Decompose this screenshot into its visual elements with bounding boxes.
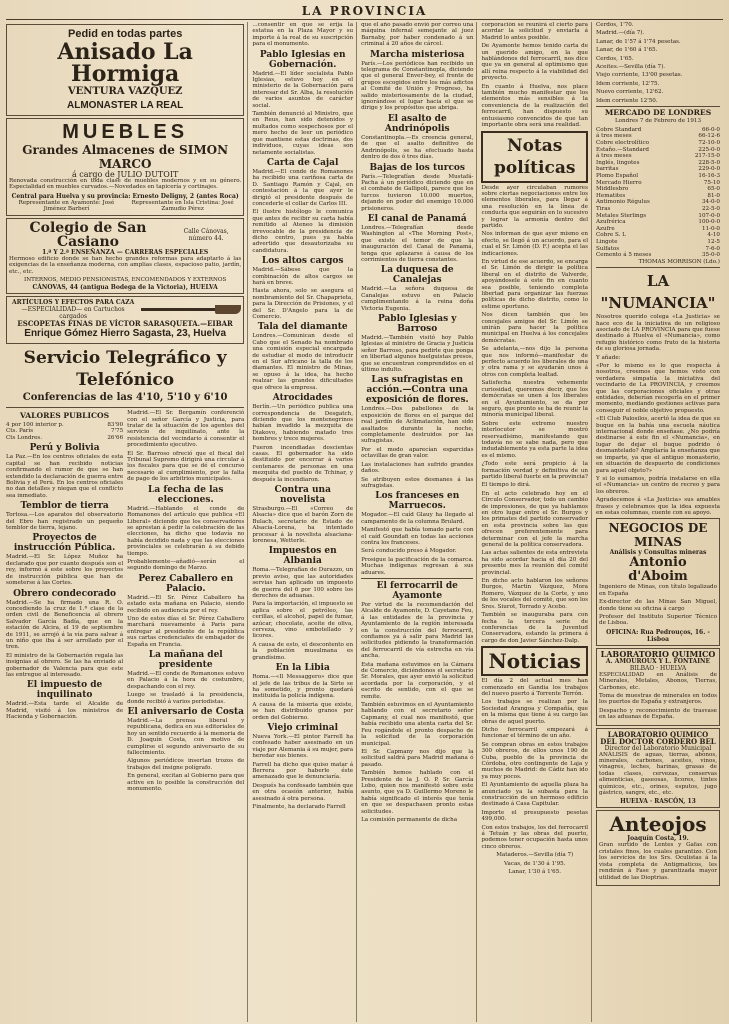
ad-colegio	[6, 218, 244, 294]
heading-ferrocarril: El ferrocarril de Ayamonte	[376, 580, 458, 601]
article-obrero-2: El ministro de la Gobernación regala las insignias al obrero. Se las ha enviado al gobernador de Valencia para que este las entregue al interesado.	[6, 652, 124, 678]
heading-temblor: Temblor de tierra	[20, 501, 109, 512]
mercado-item: Cemento á 5 meses	[596, 252, 652, 259]
ad-muebles-rep1: Representante en Ayamonte: José Jiménez Barberí	[18, 199, 115, 213]
ad-cordero	[596, 728, 720, 809]
price-line: Lanar, de 1'60 á 1'65.	[596, 47, 658, 54]
valores-row: Cts Londres. 26'66	[6, 434, 124, 441]
ad-aboim-name: Antonio d'Aboim	[628, 555, 688, 585]
mercado-item: Mercado Hierro	[596, 179, 642, 186]
heading-iglesias: Pablo Iglesias en Gobernación.	[259, 49, 346, 70]
article-notas-3: En virtud de ese acuerdo, se encarga el Sr. Limón de dirigir la política liberal en el distrito de Valverde, apoyándosele á este fin en cuanto sea posible, teniendo completa libertad para organizar las fuerzas políticas de dicho distrito, como lo estime oportuno.	[481, 258, 588, 310]
article-numancia-6: Agradecemos á «La Justicia» sus amables frases y celebramos que la idea expuesta en estas columnas, cuente con su apoyo.	[596, 497, 720, 516]
price-line: Idem corriente 12'50.	[596, 97, 658, 104]
ad-anisado	[6, 24, 244, 116]
mercado-item: á tres meses	[596, 153, 632, 160]
mataderos-line-2: Lanar, 1'30 á 1'65.	[508, 869, 562, 876]
mercado-item: barritas	[596, 166, 619, 173]
mercado-date: Londres 7 de Febrero de 1913	[614, 118, 702, 125]
price-line: Cerdos, 1'70.	[596, 22, 634, 28]
heading-viejo: Viejo criminal	[267, 722, 339, 733]
price-line: Madrid.—(día 7).	[596, 30, 645, 37]
article-notas-11: Las actas salientes de esta entrevista ha sido acordar hacia el día 20 del presente mes la reunión del comité provincial.	[481, 550, 588, 576]
ad-aboim-office: OFICINA: Rua Pedrouços, 16. - Lisboa	[606, 628, 710, 643]
column-2	[252, 22, 357, 1022]
ad-lab-text: ESPECIALIDAD en Análisis de Minerales, Metales, Abonos, Tierras, Carbones, etc.	[599, 671, 717, 691]
heading-pablo: Pablo Iglesias y Barroso	[377, 314, 457, 334]
article-numancia-5: Y si lo sumamos, podría instalarse en ella el «Numancia» un centro de recreo y para los obreros.	[596, 475, 720, 495]
article-notas-7: Sobre este extremo nuestro interlocutor se mostró reservadísimo, manifestando que todavía no se sabe nada, pero que indudablemente ya esta parte la idea es el mismo.	[481, 420, 588, 459]
mercado-table	[596, 127, 720, 259]
article-iglesias-2: También denunció al Ministro, que en Reus, han sido detenidos y multados como sospechosos por el mero hecho de leer un periódico que mantiene estas doctrinas, dos individuos, cuyas ideas son netamente socialistas.	[252, 111, 354, 156]
valores-heading: VALORES PUBLICOS	[19, 411, 110, 421]
mataderos-line: Vacas, de 1'30 á 1'95.	[503, 860, 566, 867]
heading-tala: Tala del diamante	[257, 322, 348, 333]
article-peru: La Paz.—En los centros oficiales de esta capital se han recibido noticias confirmando el rumor de que se han extendido la declaración de guerra entre Bolivia y el Perú. En los centros oficiales no dan detalles y niegan que el conflicto sea inmediato.	[6, 454, 124, 499]
mercado-price: 72-10-0	[698, 140, 720, 147]
mercado-price: 4-10	[707, 232, 720, 239]
price-line: Viejo corriente, 13'00 pesetas.	[596, 72, 683, 79]
heading-libia: En la Libia	[275, 663, 330, 674]
mercado-row	[596, 173, 720, 180]
mercado-item: Cobre Standard	[596, 126, 642, 133]
mercado-row	[596, 219, 720, 226]
mercado-item: Tiras	[596, 206, 611, 212]
article-obrero: Madrid.—Se ha firmado una R. O. concediendo la cruz de 1.ª clase de la orden civil de Beneficencia al obrero Salvador García Badía, que en la estación de Alcira, el 19 de septiembre de 1911, se arrojó á la vía para salvar á un niño que iba á ser arrollado por el tren.	[6, 599, 124, 651]
mercado-row	[596, 199, 720, 206]
mercado-item: Cobre electrolítico	[596, 140, 649, 147]
article-proyectos: Madrid.—El Sr. López Muñoz ha declarado que por cuanto después son el rey, informó á este sobre los proyectos de instrucción pública que han de someterse á las Cortes.	[6, 554, 124, 587]
mercado-item: Middlesbro	[596, 186, 629, 193]
heading-manana: La mañana del presidente	[148, 650, 223, 670]
article-atrocidades: Berlín.—Un periódico publica una correspondencia de Desgatch, diciendo que los montenegrinos habían invadido la mezquita de Diakovo, habiendo matado tres hombres y trece mujeres.	[252, 404, 354, 443]
mercado-row	[596, 140, 720, 147]
article-noticias: El día 2 del actual mes han comenzado en Gandia los trabajos del nuevo puerto á Torrente Terrón.	[481, 678, 588, 697]
article-sufragistas: Londres.—Dos pabellones de la exposición de flores en el parque del real jardín de Aclimatación, han sido asaltados durante la noche, completamente destruidos por las sufragistas.	[361, 406, 474, 445]
ad-muebles-store: Grandes Almacenes de SIMON MARCO	[22, 143, 229, 171]
article-canal: Londres.—Telegrafían desde Washington al «The Morning Post», que existe el temor de que la inauguración del Canal de Panamá, tenga que aplazarse á causa de los corrimientos de tierra constantes.	[361, 224, 474, 263]
ad-muebles-central: Central para Huelva y su provincia: Ernesto Deligny, 2 (antes Roca)	[11, 192, 239, 200]
ad-negocios-title: NEGOCIOS DE MINAS	[608, 521, 708, 550]
article-notas-6: Satisfecha nuestra vehemente curiosidad, queremos decir, que los demócratas se unen á los liberales en el Ayuntamiento, se da por seguro, que pronto se ha de reunir la minoría municipal liberal.	[481, 380, 588, 419]
article-notas-4: Nos dicen también que les concejales amigos del Sr. Limón se unirán para hacer la política municipal en Huelva á los concejales demócratas.	[481, 312, 588, 344]
mercado-price: 35-0-0	[701, 252, 720, 259]
mercado-row	[596, 232, 720, 239]
mercado-sign: THOMAS MORRISON (Ldo.)	[638, 258, 720, 265]
mercado-item: Azufrérica	[596, 219, 626, 226]
article-cajal-2: El ilustre histólogo le comunica que antes de recibir su carta había remitido al Ateneo la dimisión irrevocable de la presidencia de dicho centro, pues ya había advertido que desautorizaba su candidatura.	[252, 209, 354, 254]
mercado-row	[596, 153, 720, 160]
masthead: LA PROVINCIA	[6, 4, 723, 20]
article-sufragistas-2: Por el modo aparecían esparcidas octavillas de gran valor.	[361, 446, 474, 460]
ad-anisado-top: Pedid en todas partes	[68, 28, 183, 40]
ad-lab-title: LABORATORIO QUIMICO	[600, 648, 716, 659]
ad-muebles-reps	[9, 200, 241, 213]
news-col-a	[6, 410, 123, 794]
mercado-row	[596, 206, 720, 213]
article-notas: Desde ayer circulaban rumores sobre ciertas negociaciones entre los elementos liberales, para llegar á una resolución en la línea de conducta que seguirán en lo sucesivo y lograr la armonía dentro del partido.	[481, 184, 588, 229]
article-notas-2: Nos informan de que ayer mismo en efecto, se llegó á un acuerdo, para el cual el Sr. Limón (D. F.) acepta el las indicaciones.	[481, 231, 588, 257]
heading-atrocidades: Atrocidades	[272, 393, 333, 404]
shotgun-icon	[141, 302, 241, 318]
article-intro: ...consentir en que se erija la estatua en la Plaza Mayor y su importe á la real de su suscripción para el monumento.	[252, 22, 354, 48]
article-ferrocarril-3: También estuvimos en el Ayuntamiento hablando con el secretario señor Capmany, el cual nos manifestó, que había recibido una atenta carta del Sr. Feu rogándole el pronto despacho de la solicitud de la corporación municipal.	[361, 702, 474, 747]
ad-caza-spec: —ESPECIALIDAD— en Cartuchos cargados	[21, 306, 125, 321]
ad-colegio-text: Hermoso edificio donde se han hecho grandes reformas para adaptarlo á las exigencias de la enseñanza moderna, con amplias clases, espacioso patio, jardín, etc., etc.	[9, 256, 242, 275]
ad-aboim-line-3: Profesor del Instituto Superior Técnico de Lisboa.	[599, 613, 717, 627]
article-iglesias: Madrid.—El líder socialista Pablo Iglesias, estuvo hoy en el ministerio de la Gobernación para interesar del Sr. Alba, la resolución de varios asuntos de carácter social.	[252, 70, 354, 109]
heading-altos: Los altos cargos	[261, 256, 344, 267]
ad-negocios-sub: Análisis y Consultas mineras	[609, 549, 707, 557]
article-ferrocarril-5: También hemos hablado con el Presidente de la J. O. P. Sr. García Lobo, quien nos manifestó sobre este asunto, que ya D. Guillermo Moreno le había significado el interés que tenía en que se despachasen pronto estas solicitudes.	[361, 770, 474, 815]
article-albania-2: Para la importación, el impuesto se aplica sobre el petróleo, las cerillas, el alcohol, papel de fumar, azúcar, chocolate, aceite de oliva, cerveza, vino embotellado y licores.	[252, 601, 354, 640]
article-perez: Madrid.—El Sr. Pérez Caballero ha estado esta mañana en Palacio, siendo recibido en audiencia por el rey.	[127, 594, 245, 614]
article-aniversario-3: En general, excitan al Gobierno para que active en lo posible la construcción del monumento.	[127, 773, 245, 793]
price-line: Idem corriente, 12'75.	[596, 80, 660, 87]
ad-muebles-rep2: Representante en Isla Cristina: José Zamudio Pérez	[131, 199, 234, 213]
article-noticias-5: El Ayuntamiento de aquella plaza ha anunciado ya la subasta para la construcción de un hermoso edificio destinado á Casa Capitular.	[481, 782, 588, 808]
heading-cajal: Carta de Cajal	[266, 157, 339, 168]
mercado-item: Lingote	[596, 238, 618, 245]
ad-lab-cities: BILBAO · HUELVA	[629, 664, 687, 672]
article-manana: Madrid.—El conde de Romanones estuvo en Palacio á la hora de costumbre, despachando con el rey.	[127, 671, 245, 690]
article-sufragistas-4: Se atribuyen estos desmanes á las sufragistas.	[361, 476, 474, 489]
ad-anteojos-title: Anteojos	[609, 812, 707, 837]
article-franceses-4: Prosigue la pacificación de la comarca. Muchas indígenas regresan á sus aduares.	[361, 556, 474, 576]
article-viejo: Nueva York.—El pintor Farrell ha confesado haber asesinado en un viaje por Alemania á su mujer, para heredar sus bienes.	[252, 733, 354, 760]
ad-cordero-title: LABORATORIO QUIMICO DEL DOCTOR CORDERO BEL	[600, 729, 716, 746]
news-col-b	[127, 410, 244, 794]
article-pablo: Madrid.—También visitó hoy Pablo Iglesias al ministro de Gracia y Justicia señor Barroso, para pedirle que ponga en libertad algunos huelguistas presos, que se encuentran comprendidos en el último indulto.	[361, 335, 474, 374]
mercado-item: Cobre S. L	[596, 232, 626, 239]
ad-aboim-line-2: Ex-director de las Minas San Miguel, donde tiene su oficina á cargo	[599, 599, 717, 612]
article-intro: que el año pasado envió por correo una máquina infernal semejante al juez Barnaby, por haber condenado á un criminal á 20 años de cárcel.	[361, 22, 474, 48]
ad-muebles-line: Renovada construcción en toda clase de muebles modernos y en su género. Especialidad en muebles curvados.—Novedades en tapicería y cortinajes.	[9, 178, 242, 191]
article-aniversario: Madrid.—La prensa liberal y republicana, dedica en sus editoriales de hoy un sentido recuerdo á la memoria de D. Joaquín Costa, con motivo de cumplirse el segundo aniversario de su fallecimiento.	[127, 718, 245, 757]
mercado-row	[596, 186, 720, 193]
heading-canal: El canal de Panamá	[367, 213, 467, 224]
ad-cordero-text: ANÁLISIS de aguas, tierras, abonos, minerales, carbones, aceites, vinos, vinagres, leches, harinas, grasas de todas clases, cervezas, conservas alimenticias, gaseosas, licores, tintes químicos, etc., orines, esputos, jugo gástrico, sangre, etc., etc.	[599, 751, 717, 797]
section-servicio-sub: Conferencias de las 4'10, 5'10 y 6'10	[22, 392, 228, 404]
mercado-price: 217-15-0	[694, 153, 720, 160]
heading-perez: Perez Caballero en Palacio.	[138, 573, 234, 594]
column-1	[6, 22, 248, 1022]
mercado-row	[596, 252, 720, 259]
mercado-item: Azufre	[596, 225, 615, 232]
article-numancia-2: Y añade:	[596, 354, 621, 361]
ad-colegio-levels: 1.ª Y 2.ª ENSEÑANZA — CARRERAS ESPECIALES	[42, 249, 209, 256]
mercado-row	[596, 160, 720, 167]
mercado-price: 12-5	[707, 238, 720, 245]
ad-muebles-title: MUEBLES	[62, 121, 189, 143]
article-inquilinato-cont: Madrid.—El Sr. Bergamín conferenció con el señor García y Justicia, para tratar de la situación de los agentes del servicio de inquilinato, ante la resistencia del vecindario á consentir el procedimiento ejecutivo.	[127, 410, 245, 449]
article-duquesa: Madrid.—La señora duquesa de Canalejas estuvo en Palacio cumplimentando á la reina doña Victoria Eugenia.	[361, 286, 474, 312]
ad-anisado-title: Anisado La Hormiga	[57, 39, 193, 87]
mercado-price: 16-16-3	[698, 173, 720, 180]
valores-row: Cts. París 7'75	[6, 428, 124, 435]
article-novelista: Strasburgo.—El «Correo de Alsacia» dice que el barón Zorn de Bulach, secretario de Estado de Alsacia-Lorena, ha intentado procesar á la novelista alsaciana-lorenesa, Wetterle.	[252, 505, 354, 544]
column-3	[361, 22, 477, 1022]
heading-fecha: La fecha de las elecciones.	[148, 484, 224, 505]
ad-cordero-addr: HUELVA · RASCÓN, 13	[620, 798, 696, 806]
mercado-price: 225-0-0	[698, 146, 720, 153]
article-numancia-4: «El Club Palosilos, acertó la idea de que su buque en la bahía una escuela náutica internacional donde enseñase. ¿No podría destinarse á este fin el «Numancia», en lugar de dejar el buque podrido ó desmantelado? Ampliaría la enseñanza que se imparte, ya que el antiguo monasterio, en situación de despuerto de condiciones para aquel objeto?»	[596, 416, 720, 474]
mercado-price: 66-12-6	[698, 133, 720, 140]
heading-duquesa: La duquesa de Canalejas	[380, 265, 454, 286]
article-cajal: Madrid.—El conde de Romanones ha recibido una cariñosa carta de D. Santiago Ramón y Cajal, en contestación á la que ayer le dirigió el presidente después de concederle el collar de Carlos III.	[252, 168, 354, 207]
article-asalto: Constantinopla.—Es creencia general, de que el asalto definitivo de Andrinópolis, se ha efectuado hasta dentro de dos ó tres días.	[361, 134, 474, 161]
article-bajas: París.—Telegrafían desde Mustafá-Pacha á un periódico diciendo que en el combate de Gallipoli, parece que los turcos tuvieron 10.000 muertos, dejando en poder del enemigo 10.000 prisioneros.	[361, 173, 474, 212]
article-viejo-3: Después ha confesado también que en otra ocasión anterior, había asesinado á otra persona.	[252, 782, 354, 802]
heading-mercado: MERCADO DE LONDRES	[604, 108, 712, 118]
article-atrocidades-2: Fueron incendiadas doscientas casas. El gobernador ha sido destituido por encerrar á varios centenares de personas en una mezquita del pueblo de Tchinar, y después la incendiaron.	[252, 444, 354, 483]
heading-franceses: Los franceses en Marruecos.	[375, 491, 460, 512]
mercado-item: Metales Sterlings	[596, 212, 647, 219]
noticias-heading-box	[481, 646, 588, 676]
mercado-price: 229-0-0	[698, 166, 720, 173]
ad-negocios-minas	[596, 518, 720, 645]
article-notas-5: Se adelanta,—nos dijo la persona que nos informó—manifestar de perfecto acuerdo los liberales de una y otra rama y se ayudarán unos á otros con completa lealtad.	[481, 346, 588, 378]
article-franceses-3: Será conducido preso á Mogador.	[361, 548, 457, 555]
article-albania: Roma.—Telegrafían de Durazzo, un previo aviso, que las autoridades servias han aplicado un impuesto de guerra del 6 por 100 sobre los derechos de aduanas.	[252, 567, 354, 600]
article-notas-8: ¿Todo este será propicio á la formación verdad y definitiva de un partido liberal fuerte en la provincia?	[481, 461, 588, 480]
article-albania-3: A causa de esto, el descontento en la población musulmana es grandísimo.	[252, 641, 354, 661]
article-inquilinato-cont-2: El Sr. Barroso ofreció que el fiscal del Tribunal Supremo dirigirá una circular á los fiscales para que se dé el concurso necesario al cumplimiento, por la falta de pago de los arbitrios municipales.	[127, 450, 245, 483]
ad-anteojos-sub: Joaquín Costa, 19.	[627, 835, 689, 843]
mercado-item: Plomo Español	[596, 173, 638, 180]
ad-anisado-place: ALMONASTER LA REAL	[67, 100, 184, 111]
article-perez-2: Uno de estos días el Sr. Pérez Caballero marchará nuevamente á París para entregar al presidente de la república sus cartas credenciales de embajador de España en Francia.	[127, 615, 245, 648]
ad-colegio-title: Colegio de San Casiano	[29, 220, 147, 250]
price-line: Lanar, de 1'57 á 1'74 pesetas.	[596, 38, 681, 45]
heading-numancia: LA "NUMANCIA"	[600, 272, 716, 313]
ad-anteojos	[596, 810, 720, 885]
ad-muebles-owner: á cargo de JULIO DUTOIT	[71, 170, 179, 179]
article-fecha: Madrid.—Hablando el conde de Romanones del artículo que publica «El Liberal» diciendo que los conservadores se aprestan á pedir la celebración de las elecciones, ha dicho que todavía no había decidido nada y que las elecciones provinciales se celebrarán á su debido tiempo.	[127, 505, 245, 557]
mataderos-heading: Mataderos.—Sevilla (día 7)	[496, 852, 574, 859]
heading-noticias: Noticias	[488, 649, 581, 674]
mercado-price: 228-5-0	[698, 159, 720, 166]
article-marcha: París.—Los periódicos han recibido un telegrama de Constantinopla, diciendo que el general Enver-bey, el frente de grupos escogidos entre los más adictos al Comité de Unión y Progreso, ha salido misteriosamente de la ciudad, ignorándose el lugar hacia el que se dirige y los propósitos que abriga.	[361, 60, 474, 112]
ad-lab-names: A. AMOUROUX Y L. FONTAINE	[605, 657, 711, 665]
article-franceses-2: Manifestó que había tomado parte con el caíd Goundafi en todas las acciones contra los franceses.	[361, 527, 474, 546]
article-intro-2: De Ayamonte hemos tenido carta de un querido amigo, en la que hablándonos del ferrocarril, nos dice que ya en general al optimismo que allí reina respecto á la viabilidad del proyecto.	[481, 43, 588, 82]
ad-caza-head: ARTÍCULOS Y EFECTOS PARA CAZA	[12, 299, 135, 307]
price-line: Aceites.—Sevilla (día 7).	[596, 64, 666, 71]
prices-list	[596, 22, 720, 104]
article-noticias-6: Importe el presupuesto pesetas 499,000.	[481, 809, 588, 823]
mercado-row	[596, 239, 720, 246]
heading-bajas: Bajas de los turcos	[369, 162, 465, 173]
article-numancia-3: «Por lo mismo es lo que respecta á nosotros, creemos que hemos visto con verdadera simpatía la iniciativa del vecindario de La PROVINCIA, y creemos que las corporaciones oficiales y otras entidades, deberían recogerla en el primer momento, mediando gestiones activas para conseguir el noble objetivo propuesto.	[596, 363, 720, 414]
mercado-price: 65-0	[707, 186, 720, 193]
ad-muebles	[6, 118, 244, 216]
ad-anteojos-text: Gran surtido de Lentes y Gafas con cristales finos, los cuales garantizo. Con los servicios de los Srs. Oculistas á la vista completa de Antigmaticos, les rendirán á Fase y garantizada mayor utilidad de las Dioptrias.	[599, 842, 717, 881]
mercado-row	[596, 180, 720, 187]
mercado-row	[596, 226, 720, 233]
article-tala: Londres.—Comunican desde el Cabo que el Senado ha nombrado una comisión especial encargada de estudiar el modo de introducir en el Sur africano la talla de los diamantes. El ministro de Minas, se opuso á la idea, ha hecho realzar las grandes dificultades que ofrece la empresa.	[252, 333, 354, 391]
article-viejo-4: Finalmente, ha declarado Farrell	[252, 804, 346, 810]
mercado-item: Hematites	[596, 192, 626, 199]
mercado-price: 7-6-0	[705, 245, 720, 252]
article-notas-13: También se inauguraba para con fecha la tercera serie de conferencias de la Juventud Conservadora, estando la primera á cargo de don Javier Sánchez-Dalp.	[481, 612, 588, 644]
article-viejo-2: Farrell ha dicho que quiso matar á Berrera por haberle éste amenazado que le denunciaría.	[252, 761, 354, 781]
price-line: Cerdos, 1'65.	[596, 55, 634, 62]
heading-novelista: Contra una novelista	[274, 484, 331, 505]
ad-colegio-addr: Calle Cánovas, número 44.	[183, 228, 229, 242]
ad-lab-text-2: Toma de muestras de minerales en todos los puertos de España y extranjeros.	[599, 693, 717, 706]
valores-row: 4 por 100 interior p. 83'90	[6, 421, 124, 428]
ad-laboratorio	[596, 648, 720, 726]
mercado-price: 66-0-0	[701, 126, 720, 133]
mercado-item: Estaño.—Standard	[596, 146, 649, 153]
article-libia-2: A causa de la miseria que existe, se han distribuido granos por orden del Gobierno.	[252, 701, 354, 721]
mercado-price: 11-0-0	[701, 225, 720, 232]
heading-peru: Perú y Bolivia	[29, 443, 100, 454]
article-intro-3: En cuanto á Huelva, nos place también mucho manifestar que los elementos más sensibles á la conveniencia de la realización del ferrocarril, han dispuesto su entusiasmo convencidos de que tan importante obra será una realidad.	[481, 83, 588, 129]
article-ferrocarril-6: La comisión permanente de dicha	[361, 816, 458, 823]
heading-notas: Notas políticas	[494, 135, 576, 178]
columns	[6, 22, 723, 1022]
mercado-price: 22-5-0	[701, 206, 720, 212]
mercado-item: Inglés, lingotes	[596, 159, 640, 166]
article-sufragistas-3: Las instalaciones han sufrido grandes daños.	[361, 461, 474, 475]
article-ferrocarril-4: El Sr. Capmany nos dijo que la solicitud saldrá para Madrid mañana ó pasado.	[361, 748, 474, 768]
article-notas-12: En dicho acto hablaron los señores Burgos, Martín Vázquez, Mora Romero, Vázquez de la Corte, y uno de los vocales del comité, que son los Sres. Siurot, Torrado y Acebo.	[481, 578, 588, 610]
heading-obrero: Obrero condecorado	[13, 588, 117, 599]
ad-caza-store: Enrique Gómez Hierro Sagasta, 23, Huelva	[24, 328, 227, 340]
ad-caza-guns: ESCOPETAS FINAS DE VÍCTOR SARASQUETA.—EIBAR	[17, 319, 233, 329]
section-servicio-title: Servicio Telegráfico y Telefónico	[23, 348, 227, 391]
article-libia: Roma.—«Il Messaggero» dice que el jefe de las tribus de la Sirte se ha sometido, y pronto quedará instituida la policía indígena.	[252, 674, 354, 700]
article-temblor: Tortosa.—Los aparatos del observatorio del Ebro han registrado un pequeño temblor de tierra, lejano.	[6, 512, 124, 532]
article-numancia: Nosotros querido colega «La Justicia» se hace eco de la iniciativa de un religioso asociado de LA PROVINCIA para que fuese destinado á Huelva el «Numancia», como refugio histórico como fruto de la historia de su gloriosa jornada.	[596, 314, 720, 353]
article-fecha-2: Probablemente—añadió—serán el segundo domingo de Marzo.	[127, 558, 245, 572]
mercado-item: á tres meses	[596, 133, 632, 140]
column-4	[481, 22, 592, 1022]
article-noticias-4: Se compran obras en estos trabajos 300 obreros, de ellos unos 190 de Cuba, pueblo de la provincia de Córdoba, otro contingente de Laja y muchos de Madrid: de Cádiz han ido ya muy pocos.	[481, 741, 588, 780]
ad-caza	[6, 296, 244, 344]
column-5	[596, 22, 723, 1022]
heading-inquilinato: El impuesto de inquilinato	[26, 680, 103, 701]
ad-colegio-internos: INTERNOS, MEDIO PENSIONISTAS, ENCOMENDADOS Y EXTERNOS	[24, 277, 227, 284]
heading-sufragistas: Las sufragistas en acción.—Contra una exposición de flores.	[365, 375, 469, 406]
article-inquilinato: Madrid.—Esta tarde el Alcalde de Madrid, visitó á los ministros de Hacienda y Gobernación.	[6, 701, 124, 721]
article-notas-10: En el acto celebrado hoy en el Círculo Conservador, todo un cambio de impresiones, de que ya hablamos en otro lugar entre el Sr. Burgos y los primates del partido conservador en esta provincia sobre las que ofrecen preferentemente para determinar con el jefe la marcha general de la política conservadora.	[481, 490, 588, 549]
article-intro: corporación se reunirá el cierto para acordar la solicitud y enviarla á Madrid lo antes posible.	[481, 22, 588, 41]
article-aniversario-2: Algunos periódicos insertan trozos de trabajos del insigne polígrafo.	[127, 758, 245, 771]
article-ferrocarril: Por virtud de la recomendación del Alcalde de Ayamonte, D. Cayetano Feu, á las entidades de la provincia y Ayuntamiento de la región interesada en la construcción del ferrocarril, confiamos ya á salir para Madrid las solicitudes pidiendo la transformación del ferrocarril de vía estrecha en vía ancha.	[361, 601, 474, 660]
article-notas-9: El tiempo lo dirá.	[481, 482, 531, 489]
ad-lab-text-3: Despacho y reconocimiento de trasvase en las aduanas de España.	[599, 707, 717, 721]
article-altos-2: Hasta ahora, solo se asegura el nombramiento del Sr. Chapaprieta, para la Dirección de Prisiones, y el del Sr. D'Angelo para la de Comercio.	[252, 288, 354, 321]
article-noticias-3: Dicho ferrocarril empezará á funcionar el término de un año.	[481, 726, 588, 740]
price-line: Nuevo corriente, 12'62.	[596, 89, 664, 96]
heading-albania: Impuestos en Albania	[268, 546, 337, 567]
notas-heading-box	[481, 131, 588, 183]
article-ferrocarril-2: Esta mañana estuvimos en la Cámara de Comercio, diciéndonos el secretario Sr. Morales, que ayer envió la solicitud acordada por la corporación, y el escrito de sentido, con el que se remite.	[361, 661, 474, 700]
heading-asalto: El asalto de Andrinópolis	[384, 113, 450, 134]
heading-aniversario: El aniversario de Costa	[127, 707, 244, 718]
article-franceses: Mogador.—El caíd Glauy ha llegado al campamento de la columna Brulard.	[361, 512, 474, 525]
ad-colegio-footer: CÁNOVAS, 44 (antigua Bodega de la Victoria), HUELVA	[32, 284, 218, 292]
mercado-price: 100-0-0	[698, 219, 720, 226]
ad-anisado-maker: VENTURA VAZQUEZ	[67, 86, 183, 97]
article-altos: Madrid.—Sábese que la combinación de altos cargos se hará en breve.	[252, 267, 354, 286]
heading-proyectos: Proyectos de instrucción Pública.	[13, 533, 116, 554]
mercado-item: Sulfatos	[596, 245, 620, 252]
mercado-item: Antimonio Régulus	[596, 199, 650, 206]
article-noticias-2: Los trabajos se realizan por la Sociedad Arangoa y Compañía, que en la misma que tiene á su cargo las obras de aquel puerto.	[481, 699, 588, 725]
mercado-price: 81-0	[707, 192, 720, 199]
mercado-price: 75-10	[703, 179, 720, 186]
mercado-price: 107-0-0	[698, 212, 720, 219]
article-noticias-7: Con estos trabajos, los del ferrocarril á Tetuán y las obras del puerto, podemos tener ocupación hasta unos cinco obreros.	[481, 824, 588, 850]
ad-aboim-line: Ingeniero de Minas, con título legalizado en España	[599, 584, 717, 597]
ad-cordero-sub: Director del Laboratorio Municipal	[604, 744, 712, 752]
heading-marcha: Marcha misteriosa	[370, 49, 465, 60]
article-manana-2: Luego se trasladó á la presidencia, donde recibió á varios periodistas.	[127, 692, 245, 705]
mercado-price: 34-0-0	[701, 199, 720, 206]
